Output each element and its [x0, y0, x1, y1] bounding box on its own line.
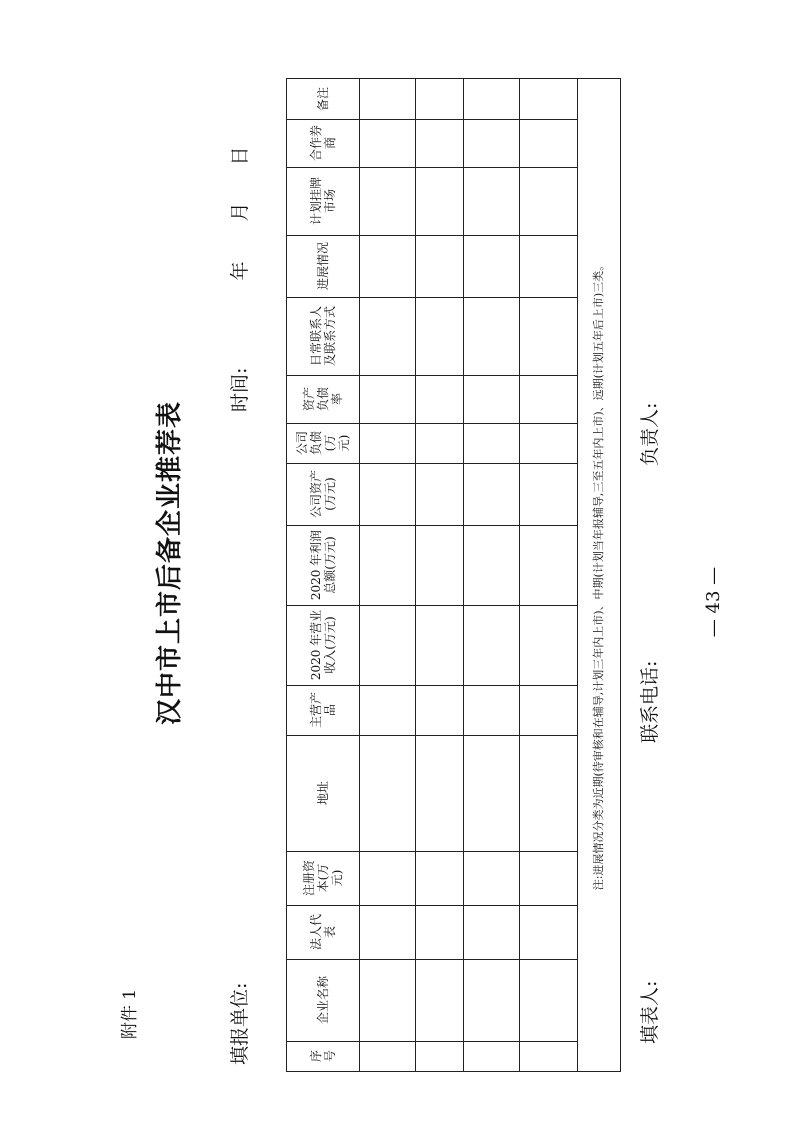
table-row — [359, 79, 415, 1071]
table-header-cell — [287, 79, 359, 119]
table-header-cell — [287, 235, 359, 297]
table-header-cell — [287, 605, 359, 685]
day-label: 日 — [229, 146, 251, 166]
table-header-cell — [287, 1041, 359, 1071]
table-header-text: 日常联系人 及联系方式 — [308, 305, 337, 367]
page-number: — 43 — — [703, 566, 724, 638]
table-header-text: 资产 负债 率 — [301, 386, 344, 412]
table-header-text: 法人代 表 — [308, 913, 337, 951]
table-header-text: 进展情况 — [315, 241, 330, 291]
table-header-cell — [287, 959, 359, 1041]
table-header-cell — [287, 735, 359, 851]
table-header-text: 地址 — [315, 780, 330, 806]
table-header-cell — [287, 851, 359, 905]
table-header-cell — [287, 525, 359, 605]
table-header-text: 公司 负债 (万 元) — [294, 430, 351, 456]
table-header-cell — [287, 685, 359, 735]
month-label: 月 — [229, 202, 251, 222]
table-row — [519, 79, 577, 1071]
recommendation-table — [286, 78, 621, 1072]
time-label: 时间: — [229, 367, 251, 412]
table-header-text: 注册资 本(万 元) — [301, 859, 344, 897]
fill-unit-label: 填报单位: — [229, 982, 251, 1065]
table-header-text: 备注 — [315, 86, 330, 112]
table-header-text: 公司资产 (万元) — [308, 469, 337, 519]
table-header-cell — [287, 167, 359, 235]
table-header-cell — [287, 463, 359, 525]
table-header-text: 2020 年利润 总额(万元) — [308, 529, 337, 601]
table-header-cell — [287, 119, 359, 167]
owner-label: 负责人: — [639, 402, 661, 466]
table-header-text: 2020 年营业 收入(万元) — [308, 609, 337, 681]
table-header-text: 序 号 — [308, 1049, 337, 1063]
table-header-cell — [287, 297, 359, 375]
table-row — [415, 79, 463, 1071]
attachment-label: 附件 1 — [120, 988, 140, 1040]
phone-label: 联系电话: — [639, 660, 661, 743]
table-note — [577, 79, 619, 1071]
table-header-cell — [287, 905, 359, 959]
year-label: 年 — [229, 261, 251, 281]
table-header-text: 计划挂牌 市场 — [308, 176, 337, 226]
table-note-text: 注:进展情况分类为近期(待审核和在辅导,计划三年内上市)、中期(计划当年报辅导,三至五年内上市)、远期(计划五年后上市)三类。 — [592, 259, 606, 891]
table-row — [463, 79, 519, 1071]
table-header-text: 主营产 品 — [308, 691, 337, 729]
table-header-text: 企业名称 — [315, 975, 330, 1025]
filler-label: 填表人: — [639, 980, 661, 1044]
table-header-text: 合作券 商 — [308, 124, 337, 162]
table-header-cell — [287, 423, 359, 463]
table-header-cell — [287, 375, 359, 423]
page-title: 汉中市上市后备企业推荐表 — [155, 401, 185, 726]
